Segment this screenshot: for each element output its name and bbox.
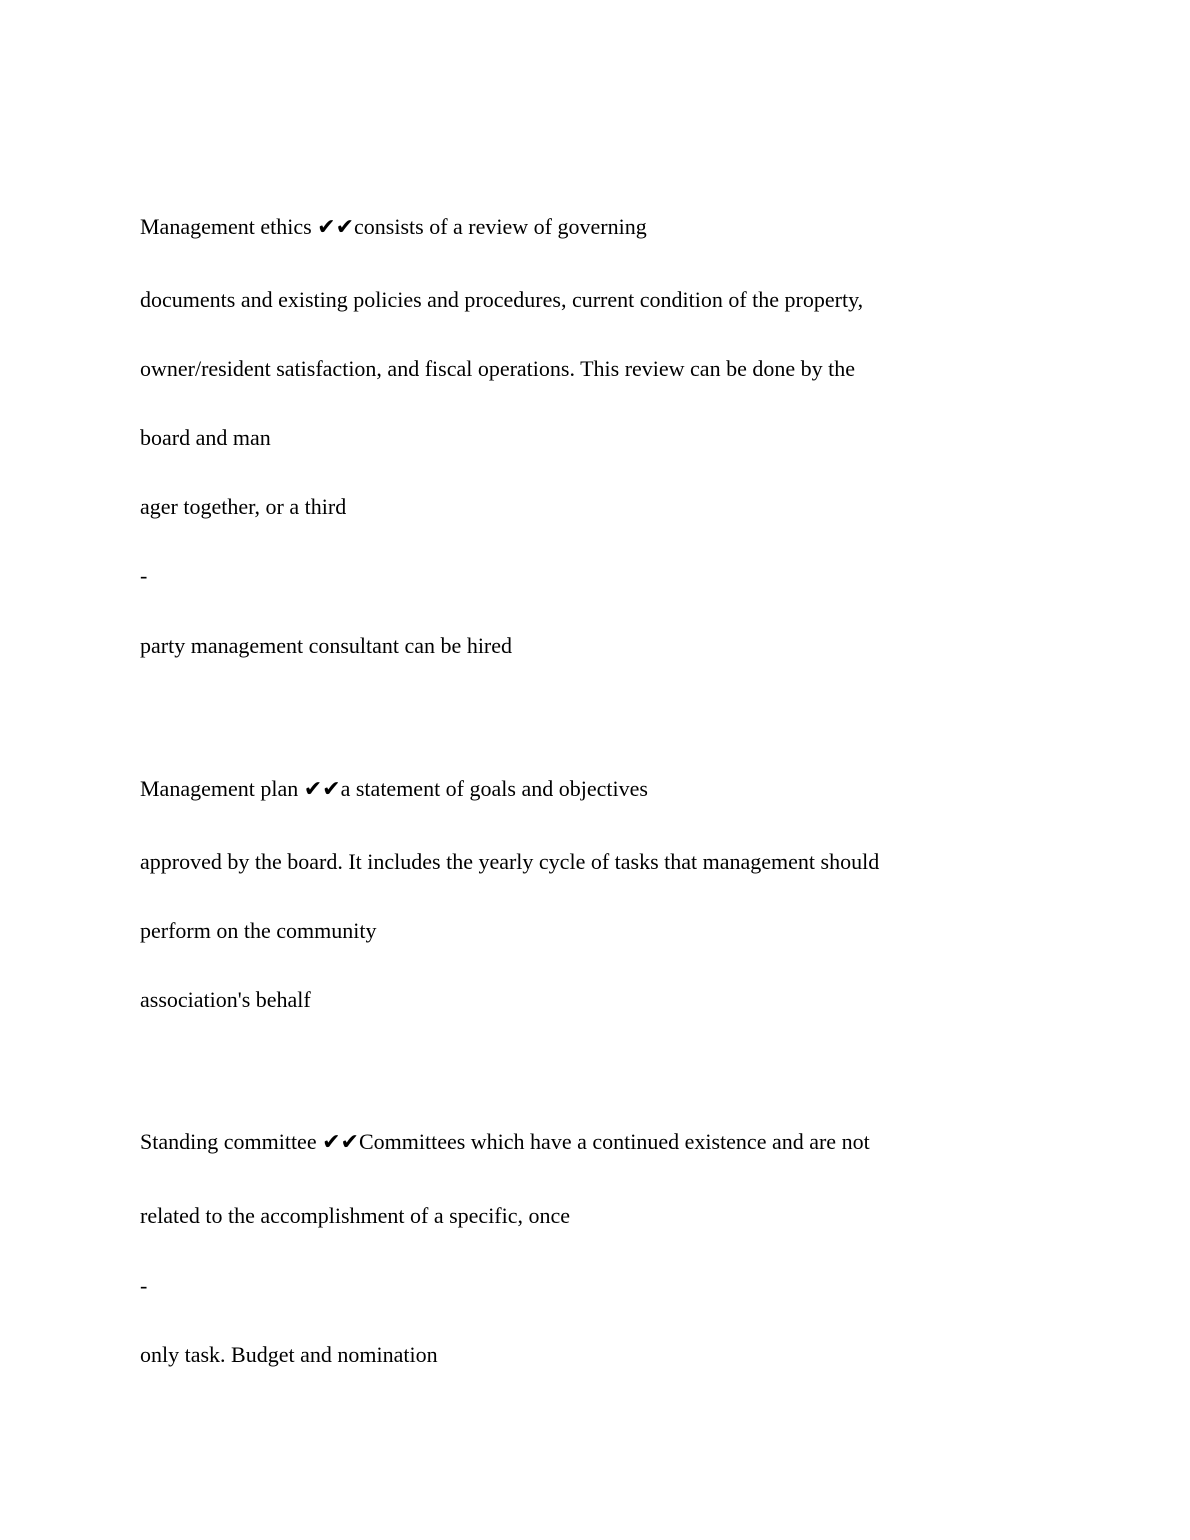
entry-definition-line: only task. Budget and nomination [140, 1342, 438, 1367]
entry-term: Standing committee [140, 1129, 317, 1154]
double-check-icon: ✔✔ [303, 777, 341, 802]
entry-definition-line: related to the accomplishment of a specific, once [140, 1203, 571, 1228]
entry-term: Management ethics [140, 214, 312, 239]
entry-definition-line: perform on the community [140, 918, 377, 943]
entry-heading-line [140, 776, 648, 803]
entry-definition-line: party management consultant can be hired [140, 633, 513, 658]
entry-definition-text: a statement of goals and objectives [340, 776, 648, 801]
entry-term: Management plan [140, 776, 299, 801]
entry-definition-text: consists of a review of governing [354, 214, 647, 239]
entry-definition-line: - [140, 1273, 148, 1298]
entry-definition-line: ager together, or a third [140, 494, 347, 519]
entry-definition-line: - [140, 563, 148, 588]
entry-definition-text: Committees which have a continued existence and are not [358, 1129, 870, 1154]
entry-definition-line: board and man [140, 425, 271, 450]
entry-definition-line: association's behalf [140, 987, 311, 1012]
entry-definition-line: approved by the board. It includes the yearly cycle of tasks that management should [140, 849, 880, 874]
entry-definition-line: documents and existing policies and procedures, current condition of the property, [140, 287, 864, 312]
entry-heading-line [140, 1129, 870, 1156]
entry-definition-line: owner/resident satisfaction, and fiscal operations. This review can be done by the [140, 356, 855, 381]
entry-heading-line [140, 214, 647, 241]
double-check-icon: ✔✔ [322, 1130, 359, 1155]
double-check-icon: ✔✔ [317, 215, 355, 240]
